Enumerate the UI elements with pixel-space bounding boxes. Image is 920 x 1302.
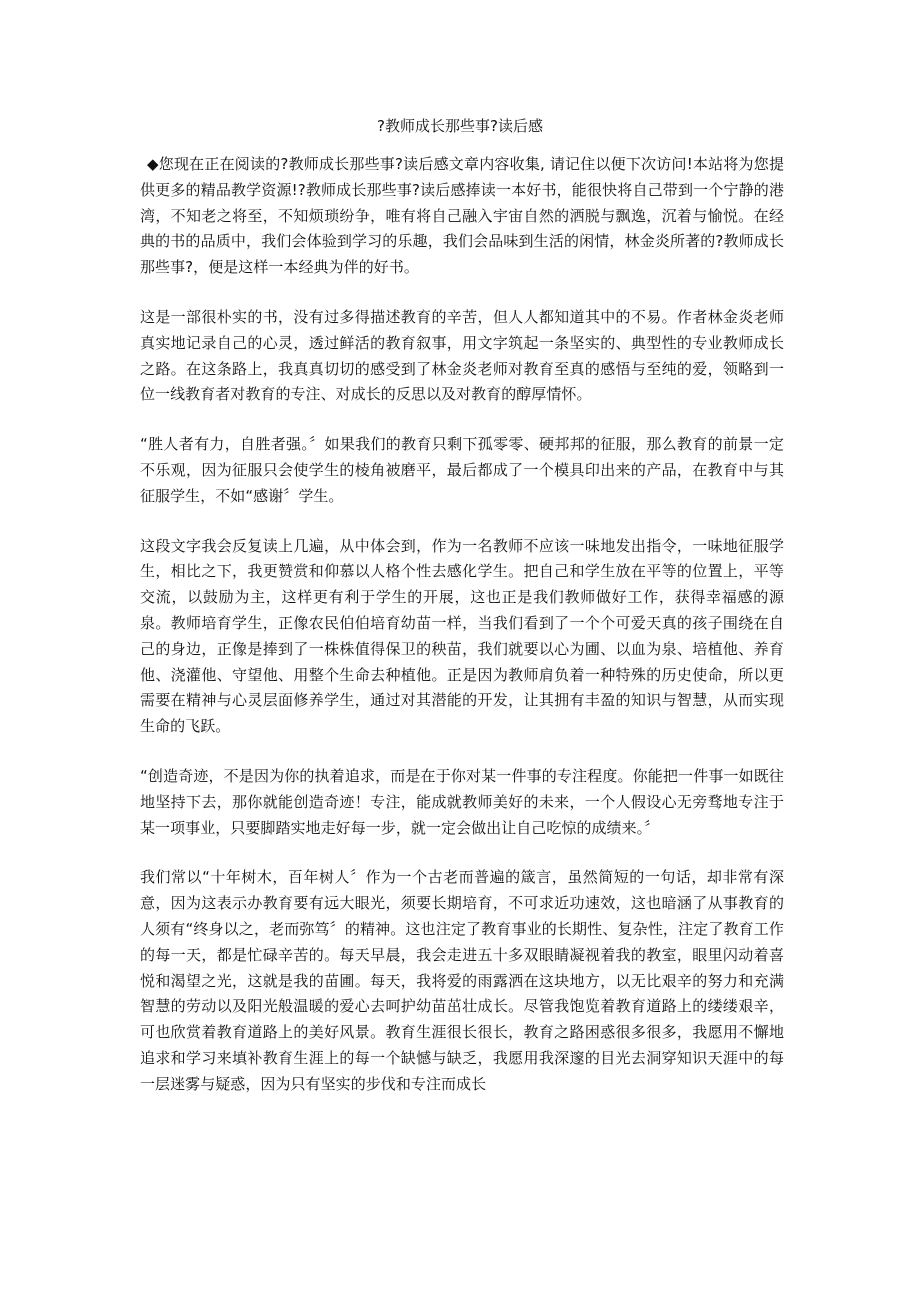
paragraph-quote: “胜人者有力，自胜者强。〞如果我们的教育只剩下孤零零、硬邦邦的征服，那么教育的前景一定不乐观，因为征服只会使学生的棱角被磨平，最后都成了一个模具印出来的产品，在教育中与其征服学生，不如“感谢〞学生。 <box>140 435 784 505</box>
paragraph-intro: ◆您现在正在阅读的?教师成长那些事?读后感文章内容收集, 请记住以便下次访问!本站将为您提供更多的精品教学资源!?教师成长那些事?读后感捧读一本好书，能很快将自己带到一个宁静的港湾，不知老之将至，不知烦琐纷争，唯有将自己融入宇宙自然的洒脱与飘逸，沉着与愉悦。在经典的书的品质中，我们会体验到学习的乐趣，我们会品味到生活的闲情，林金炎所著的?教师成长那些事?，便是这样一本经典为伴的好书。 <box>140 155 784 277</box>
paragraph: 我们常以“十年树木，百年树人〞作为一个古老而普遍的箴言，虽然简短的一句话，却非常有深意，因为这表示办教育要有远大眼光，须要长期培育，不可求近功速效，这也暗涵了从事教育的人须有“终身以之，老而弥笃〞的精神。这也注定了教育事业的长期性、复杂性，注定了教育工作的每一天，都是忙碌辛苦的。每天早晨，我会走进五十多双眼睛凝视着我的教室，眼里闪动着喜悦和渴望之光，这就是我的苗圃。每天，我将爱的雨露洒在这块地方，以无比艰辛的努力和充满智慧的劳动以及阳光般温暖的爱心去呵护幼苗茁壮成长。尽管我饱览着教育道路上的缕缕艰辛，可也欣赏着教育道路上的美好风景。教育生涯很长很长，教育之路困惑很多很多，我愿用不懈地追求和学习来填补教育生涯上的每一个缺憾与缺乏，我愿用我深邃的目光去洞穿知识天涯中的每一层迷雾与疑惑，因为只有坚实的步伐和专注而成长 <box>140 868 784 1093</box>
document-body <box>140 152 784 1098</box>
paragraph: 这段文字我会反复读上几遍，从中体会到，作为一名教师不应该一味地发出指令，一味地征服学生，相比之下，我更赞赏和仰慕以人格个性去感化学生。把自己和学生放在平等的位置上，平等交流，以鼓励为主，这样更有利于学生的开展，这也正是我们教师做好工作，获得幸福感的源泉。教师培育学生，正像农民伯伯培育幼苗一样，当我们看到了一个个可爱天真的孩子围绕在自己的身边，正像是捧到了一株株值得保卫的秧苗，我们就要以心为圃、以血为泉、培植他、养育他、浇灌他、守望他、用整个生命去种植他。正是因为教师肩负着一种特殊的历史使命，所以更需要在精神与心灵层面修养学生，通过对其潜能的开发，让其拥有丰盈的知识与智慧，从而实现生命的飞跃。 <box>140 536 784 736</box>
document-title: ?教师成长那些事?读后感 <box>377 117 543 135</box>
paragraph-quote: “创造奇迹，不是因为你的执着追求，而是在于你对某一件事的专注程度。你能把一件事一如既往地坚持下去，那你就能创造奇迹！专注，能成就教师美好的未来，一个人假设心无旁骛地专注于某一项事业，只要脚踏实地走好每一步，就一定会做出让自己吃惊的成绩来。〞 <box>140 766 784 837</box>
paragraph: 这是一部很朴实的书，没有过多得描述教育的辛苦，但人人都知道其中的不易。作者林金炎老师真实地记录自己的心灵，透过鲜活的教育叙事，用文字筑起一条坚实的、典型性的专业教师成长之路。在这条路上，我真真切切的感受到了林金炎老师对教育至真的感悟与至纯的爱，领略到一位一线教育者对教育的专注、对成长的反思以及对教育的醇厚情怀。 <box>140 307 784 404</box>
